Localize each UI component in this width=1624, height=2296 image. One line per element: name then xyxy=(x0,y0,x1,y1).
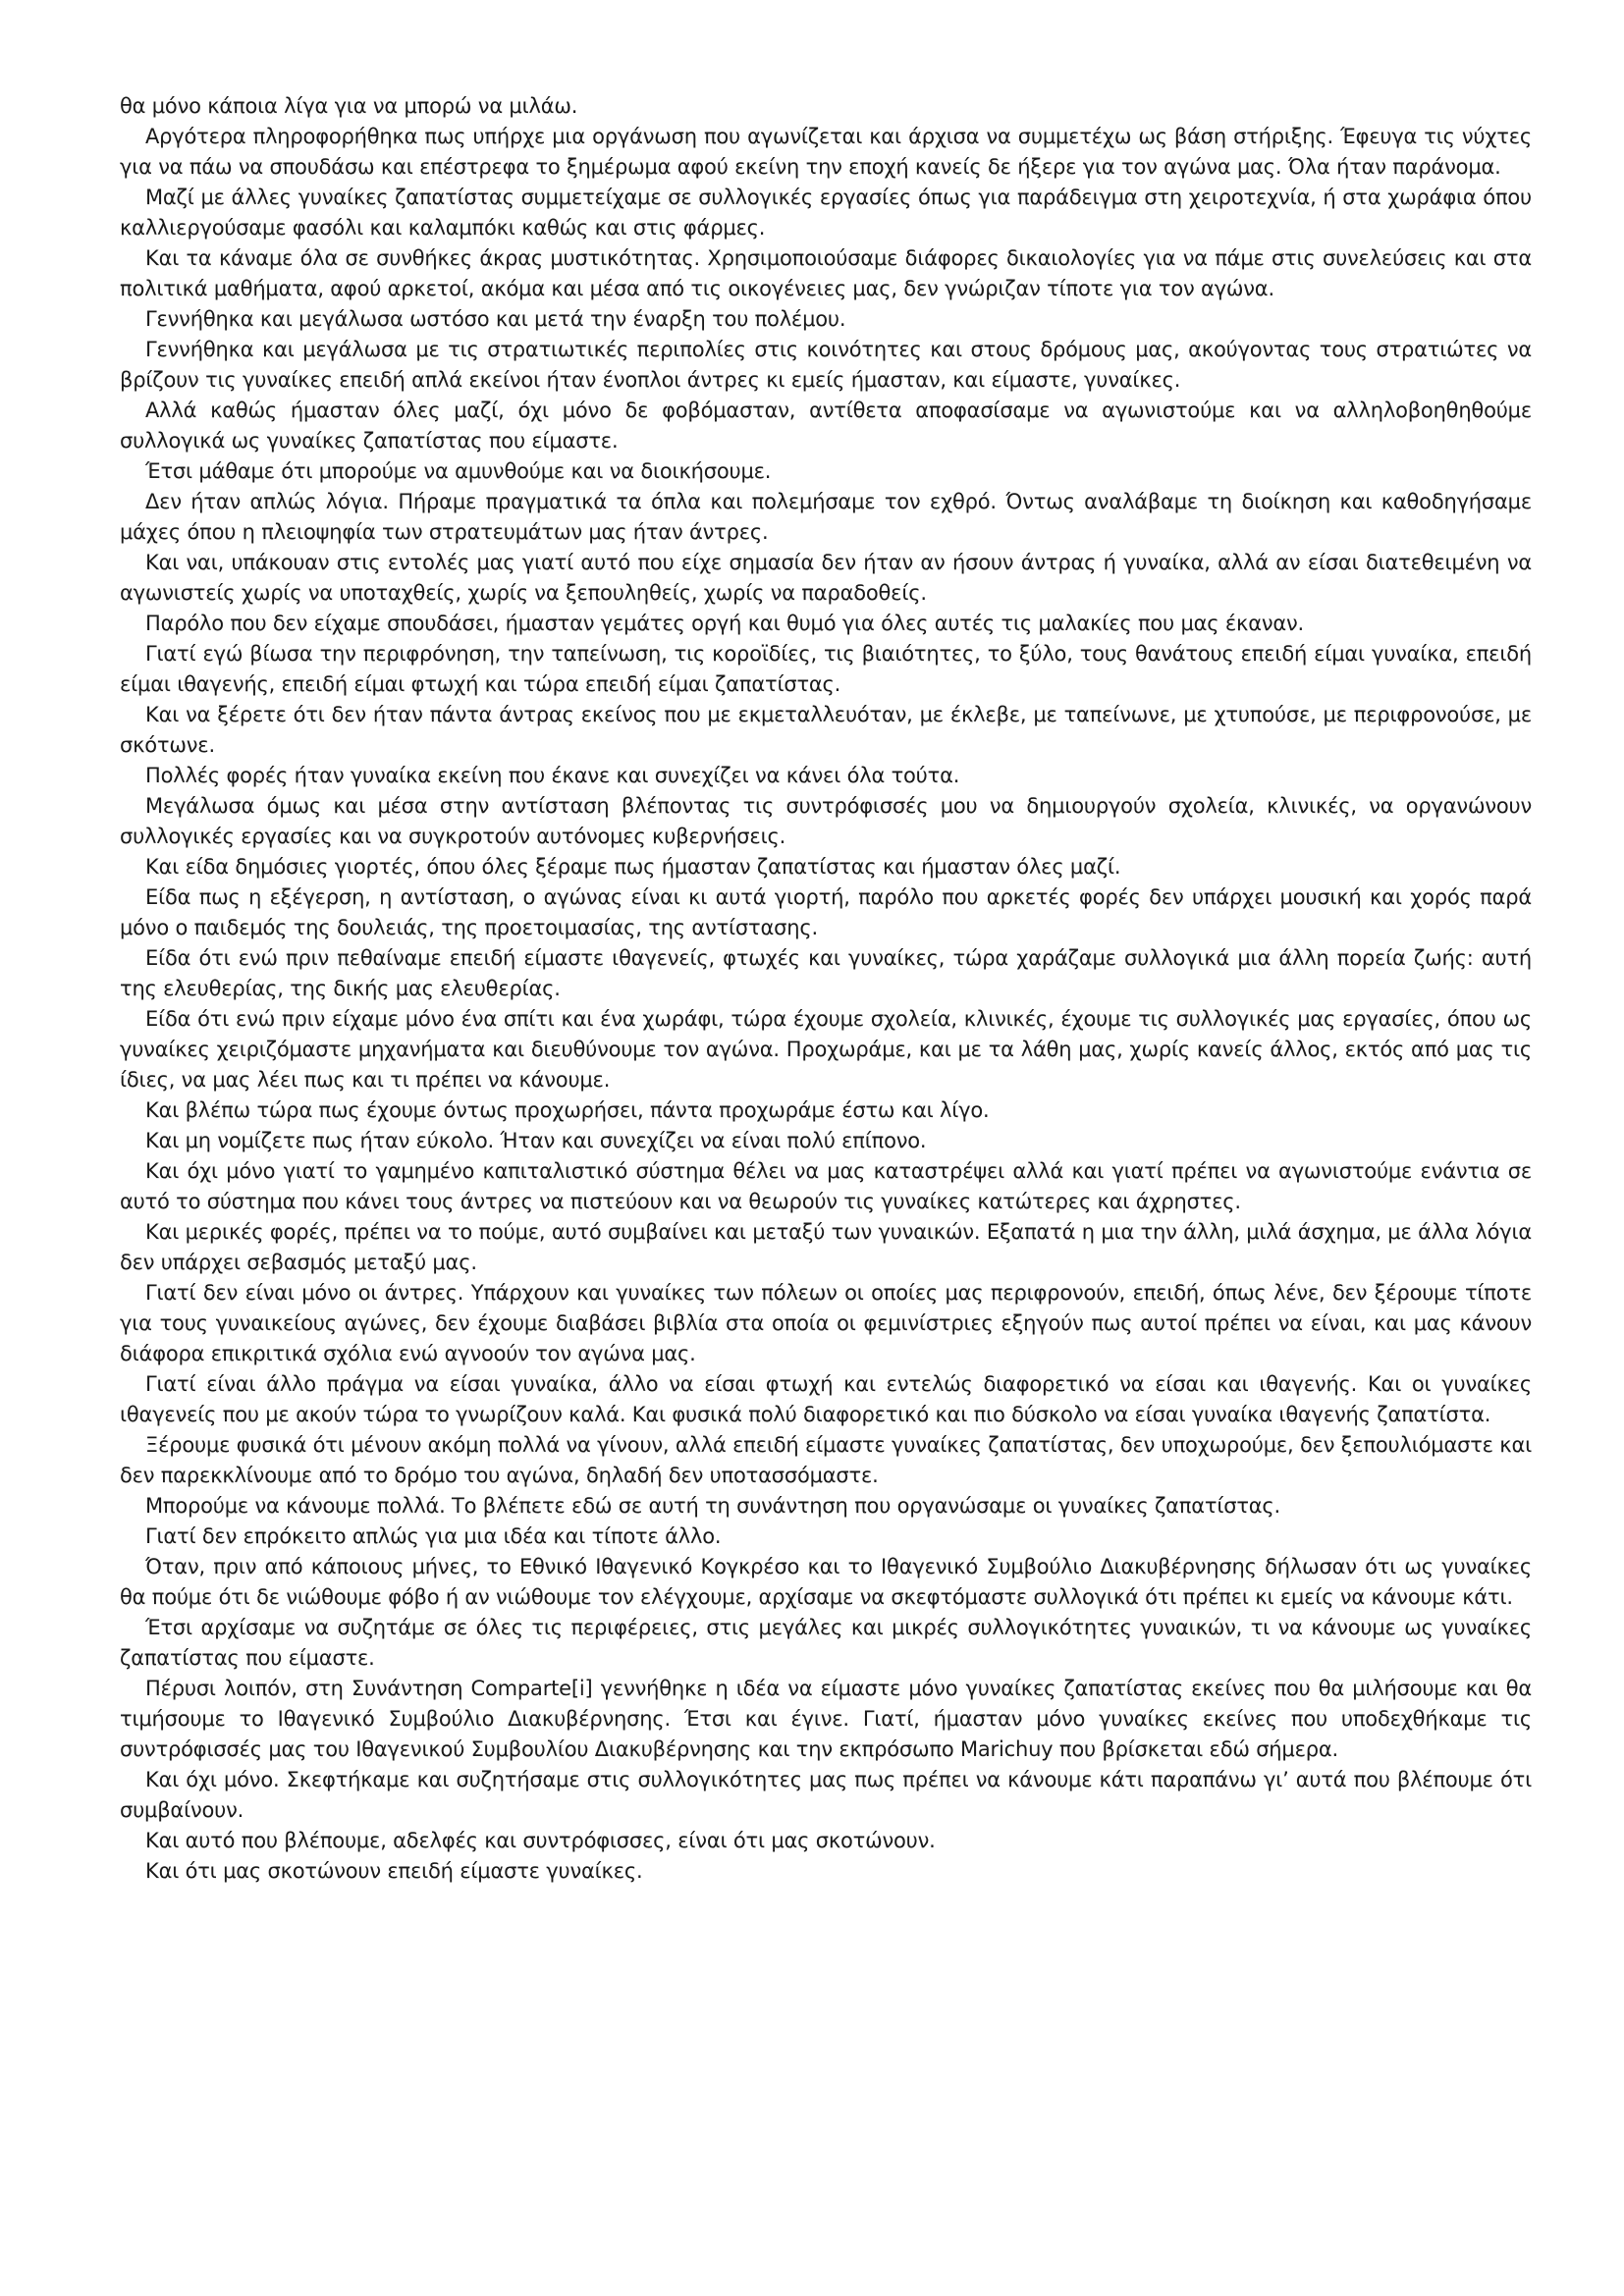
paragraph: Και μη νομίζετε πως ήταν εύκολο. Ήταν και συνεχίζει να είναι πολύ επίπονο. xyxy=(145,1129,927,1152)
paragraph: Γιατί είναι άλλο πράγμα να είσαι γυναίκα, άλλο να είσαι φτωχή και εντελώς διαφορετικό να είσαι και ιθαγενής. Και οι γυναίκες ιθαγενείς που με ακούν τώρα το γνωρίζουν καλά. Και φυσικά πολύ διαφορετικό και πιο δύσκολο να είσαι γυναίκα ιθαγενής ζαπατίστα. xyxy=(120,1372,1532,1426)
paragraph: Ξέρουμε φυσικά ότι μένουν ακόμη πολλά να γίνουν, αλλά επειδή είμαστε γυναίκες ζαπατίστας, δεν υποχωρούμε, δεν ξεπουλιόμαστε και δεν παρεκκλίνουμε από το δρόμο του αγώνα, δηλαδή δεν υποτασσόμαστε. xyxy=(120,1433,1532,1487)
paragraph: Και τα κάναμε όλα σε συνθήκες άκρας μυστικότητας. Χρησιμοποιούσαμε διάφορες δικαιολογίες για να πάμε στις συνελεύσεις και στα πολιτικά μαθήματα, αφού αρκετοί, ακόμα και μέσα από τις οικογένειες μας, δεν γνώριζαν τίποτε για τον αγώνα. xyxy=(120,246,1532,300)
paragraph: Μπορούμε να κάνουμε πολλά. Το βλέπετε εδώ σε αυτή τη συνάντηση που οργανώσαμε οι γυναίκες ζαπατίστας. xyxy=(145,1494,1281,1518)
paragraph: Δεν ήταν απλώς λόγια. Πήραμε πραγματικά τα όπλα και πολεμήσαμε τον εχθρό. Όντως αναλάβαμε τη διοίκηση και καθοδηγήσαμε μάχες όπου η πλειοψηφία των στρατευμάτων μας ήταν άντρες. xyxy=(120,490,1532,544)
paragraph: θα μόνο κάποια λίγα για να μπορώ να μιλάω. xyxy=(120,94,578,118)
paragraph: Γιατί εγώ βίωσα την περιφρόνηση, την ταπείνωση, τις κοροϊδίες, τις βιαιότητες, το ξύλο, τους θανάτους επειδή είμαι γυναίκα, επειδή είμαι ιθαγενής, επειδή είμαι φτωχή και τώρα επειδή είμαι ζαπατίστας. xyxy=(120,642,1532,696)
paragraph: Και ότι μας σκοτώνουν επειδή είμαστε γυναίκες. xyxy=(145,1859,643,1883)
paragraph: Και μερικές φορές, πρέπει να το πούμε, αυτό συμβαίνει και μεταξύ των γυναικών. Εξαπατά η μια την άλλη, μιλά άσχημα, με άλλα λόγια δεν υπάρχει σεβασμός μεταξύ μας. xyxy=(120,1220,1532,1274)
paragraph: Έτσι μάθαμε ότι μπορούμε να αμυνθούμε και να διοικήσουμε. xyxy=(145,459,772,483)
paragraph: Και όχι μόνο γιατί το γαμημένο καπιταλιστικό σύστημα θέλει να μας καταστρέψει αλλά και γιατί πρέπει να αγωνιστούμε ενάντια σε αυτό το σύστημα που κάνει τους άντρες να πιστεύουν και να θεωρούν τις γυναίκες κατώτερες και άχρηστες. xyxy=(120,1159,1532,1213)
paragraph: Είδα ότι ενώ πριν είχαμε μόνο ένα σπίτι και ένα χωράφι, τώρα έχουμε σχολεία, κλινικές, έχουμε τις συλλογικές μας εργασίες, όπου ως γυναίκες χειριζόμαστε μηχανήματα και διευθύνουμε τον αγώνα. Προχωράμε, και με τα λάθη μας, χωρίς κανείς άλλος, εκτός από μας τις ίδιες, να μας λέει πως και τι πρέπει να κάνουμε. xyxy=(120,1007,1532,1092)
paragraph: Είδα ότι ενώ πριν πεθαίναμε επειδή είμαστε ιθαγενείς, φτωχές και γυναίκες, τώρα χαράζαμε συλλογικά μια άλλη πορεία ζωής: αυτή της ελευθερίας, της δικής μας ελευθερίας. xyxy=(120,946,1532,1000)
paragraph: Μαζί με άλλες γυναίκες ζαπατίστας συμμετείχαμε σε συλλογικές εργασίες όπως για παράδειγμα στη χειροτεχνία, ή στα χωράφια όπου καλλιεργούσαμε φασόλι και καλαμπόκι καθώς και στις φάρμες. xyxy=(120,186,1532,240)
paragraph: Αργότερα πληροφορήθηκα πως υπήρχε μια οργάνωση που αγωνίζεται και άρχισα να συμμετέχω ως βάση στήριξης. Έφευγα τις νύχτες για να πάω να σπουδάσω και επέστρεφα το ξημέρωμα αφού εκείνη την εποχή κανείς δε ήξερε για τον αγώνα μας. Όλα ήταν παράνομα. xyxy=(120,125,1532,179)
paragraph: Έτσι αρχίσαμε να συζητάμε σε όλες τις περιφέρειες, στις μεγάλες και μικρές συλλογικότητες γυναικών, τι να κάνουμε ως γυναίκες ζαπατίστας που είμαστε. xyxy=(120,1616,1532,1670)
paragraph: Πέρυσι λοιπόν, στη Συνάντηση Comparte[i] γεννήθηκε η ιδέα να είμαστε μόνο γυναίκες ζαπατίστας εκείνες που θα μιλήσουμε και θα τιμήσουμε το Ιθαγενικό Συμβούλιο Διακυβέρνησης. Έτσι και έγινε. Γιατί, ήμασταν μόνο γυναίκες εκείνες που υποδεχθήκαμε τις συντρόφισσές μας του Ιθαγενικού Συμβουλίου Διακυβέρνησης και την εκπρόσωπο Marichuy που βρίσκεται εδώ σήμερα. xyxy=(120,1677,1532,1761)
paragraph: Και ναι, υπάκουαν στις εντολές μας γιατί αυτό που είχε σημασία δεν ήταν αν ήσουν άντρας ή γυναίκα, αλλά αν είσαι διατεθειμένη να αγωνιστείς χωρίς να υποταχθείς, χωρίς να ξεπουληθείς, χωρίς να παραδοθείς. xyxy=(120,551,1532,605)
paragraph: Πολλές φορές ήταν γυναίκα εκείνη που έκανε και συνεχίζει να κάνει όλα τούτα. xyxy=(145,764,960,787)
paragraph: Παρόλο που δεν είχαμε σπουδάσει, ήμασταν γεμάτες οργή και θυμό για όλες αυτές τις μαλακίες που μας έκαναν. xyxy=(145,612,1305,635)
paragraph: Μεγάλωσα όμως και μέσα στην αντίσταση βλέποντας τις συντρόφισσές μου να δημιουργούν σχολεία, κλινικές, να οργανώνουν συλλογικές εργασίες και να συγκροτούν αυτόνομες κυβερνήσεις. xyxy=(120,794,1532,848)
document-page xyxy=(120,91,1532,1887)
paragraph: Γιατί δεν επρόκειτο απλώς για μια ιδέα και τίποτε άλλο. xyxy=(145,1524,722,1548)
paragraph: Είδα πως η εξέγερση, η αντίσταση, ο αγώνας είναι κι αυτά γιορτή, παρόλο που αρκετές φορές δεν υπάρχει μουσική και χορός παρά μόνο ο παιδεμός της δουλειάς, της προετοιμασίας, της αντίστασης. xyxy=(120,885,1532,939)
paragraph: Και να ξέρετε ότι δεν ήταν πάντα άντρας εκείνος που με εκμεταλλευόταν, με έκλεβε, με ταπείνωνε, με χτυπούσε, με περιφρονούσε, με σκότωνε. xyxy=(120,703,1532,757)
paragraph: Γεννήθηκα και μεγάλωσα ωστόσο και μετά την έναρξη του πολέμου. xyxy=(145,307,846,331)
paragraph: Και είδα δημόσιες γιορτές, όπου όλες ξέραμε πως ήμασταν ζαπατίστας και ήμασταν όλες μαζί. xyxy=(145,855,1121,879)
paragraph: Και βλέπω τώρα πως έχουμε όντως προχωρήσει, πάντα προχωράμε έστω και λίγο. xyxy=(145,1098,990,1122)
paragraph: Γιατί δεν είναι μόνο οι άντρες. Υπάρχουν και γυναίκες των πόλεων οι οποίες μας περιφρονούν, επειδή, όπως λένε, δεν ξέρουμε τίποτε για τους γυναικείους αγώνες, δεν έχουμε διαβάσει βιβλία στα οποία οι φεμινίστριες εξηγούν πως αυτοί πρέπει να είναι, και μας κάνουν διάφορα επικριτικά σχόλια ενώ αγνοούν τον αγώνα μας. xyxy=(120,1281,1532,1365)
paragraph: Και όχι μόνο. Σκεφτήκαμε και συζητήσαμε στις συλλογικότητες μας πως πρέπει να κάνουμε κάτι παραπάνω γι’ αυτά που βλέπουμε ότι συμβαίνουν. xyxy=(120,1768,1532,1822)
paragraph: Γεννήθηκα και μεγάλωσα με τις στρατιωτικές περιπολίες στις κοινότητες και στους δρόμους μας, ακούγοντας τους στρατιώτες να βρίζουν τις γυναίκες επειδή απλά εκείνοι ήταν ένοπλοι άντρες κι εμείς ήμασταν, και είμαστε, γυναίκες. xyxy=(120,338,1532,392)
paragraph: Και αυτό που βλέπουμε, αδελφές και συντρόφισσες, είναι ότι μας σκοτώνουν. xyxy=(145,1829,936,1852)
paragraph: Αλλά καθώς ήμασταν όλες μαζί, όχι μόνο δε φοβόμασταν, αντίθετα αποφασίσαμε να αγωνιστούμε και να αλληλοβοηθηθούμε συλλογικά ως γυναίκες ζαπατίστας που είμαστε. xyxy=(120,399,1532,453)
paragraph: Όταν, πριν από κάποιους μήνες, το Εθνικό Ιθαγενικό Κογκρέσο και το Ιθαγενικό Συμβούλιο Διακυβέρνησης δήλωσαν ότι ως γυναίκες θα πούμε ότι δε νιώθουμε φόβο ή αν νιώθουμε τον ελέγχουμε, αρχίσαμε να σκεφτόμαστε συλλογικά ότι πρέπει κι εμείς να κάνουμε κάτι. xyxy=(120,1555,1532,1609)
